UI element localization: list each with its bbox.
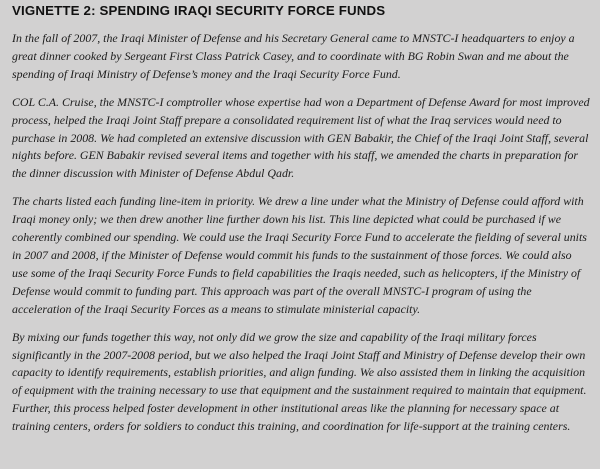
paragraph-outcome: By mixing our funds together this way, not only did we grow the size and capability of the Iraqi military forces significantly in the 2007-2008 period, but we also helped the Iraqi Joint Staff and Ministry of Defense develop their own capacity to identify requirements, establish priorities, and align funding. We also assisted them in linking the acquisition of equipment with the training necessary to use that equipment and the sustainment required to maintain that equipment. Further, this process helped foster development in other institutional areas like the planning for necessary space at training centers, orders for soldiers to conduct this training, and coordination for life-support at the training centers. [12,329,587,434]
paragraph-intro-dinner: In the fall of 2007, the Iraqi Minister of Defense and his Secretary General came to MNSTC-I headquarters to enjoy a great dinner cooked by Sergeant First Class Patrick Casey, and to coordinate with BG Robin Swan and me about the spending of Iraqi Ministry of Defense’s money and the Iraqi Security Force Fund. [12,31,575,81]
vignette-title: VIGNETTE 2: SPENDING IRAQI SECURITY FORCE FUNDS [12,3,386,18]
paragraph-requirement-list: COL C.A. Cruise, the MNSTC-I comptroller whose expertise had won a Department of Defense Award for most improved process, helped the Iraqi Joint Staff prepare a consolidated requirement list of what the Iraq services would need to purchase in 2008. We had completed an extensive discussion with GEN Babakir, the Chief of the Iraqi Joint Staff, several nights before. GEN Babakir revised several items and together with his staff, we amended the charts in preparation for the dinner discussion with Minister of Defense Abdul Qadr. [12,94,590,181]
paragraph-funding-lines: The charts listed each funding line-item in priority. We drew a line under what the Ministry of Defense could afford with Iraqi money only; we then drew another line further down his list. This line depicted what could be purchased if we coherently combined our spending. We could use the Iraqi Security Force Fund to accelerate the fielding of several units in 2007 and 2008, if the Minister of Defense would commit his funds to the sustainment of those forces. We could also use some of the Iraqi Security Force Funds to field capabilities the Iraqis needed, such as helicopters, if the Ministry of Defense would commit to funding part. This approach was part of the overall MNSTC-I program of using the acceleration of the Iraqi Security Forces as a means to stimulate ministerial capacity. [12,194,587,316]
